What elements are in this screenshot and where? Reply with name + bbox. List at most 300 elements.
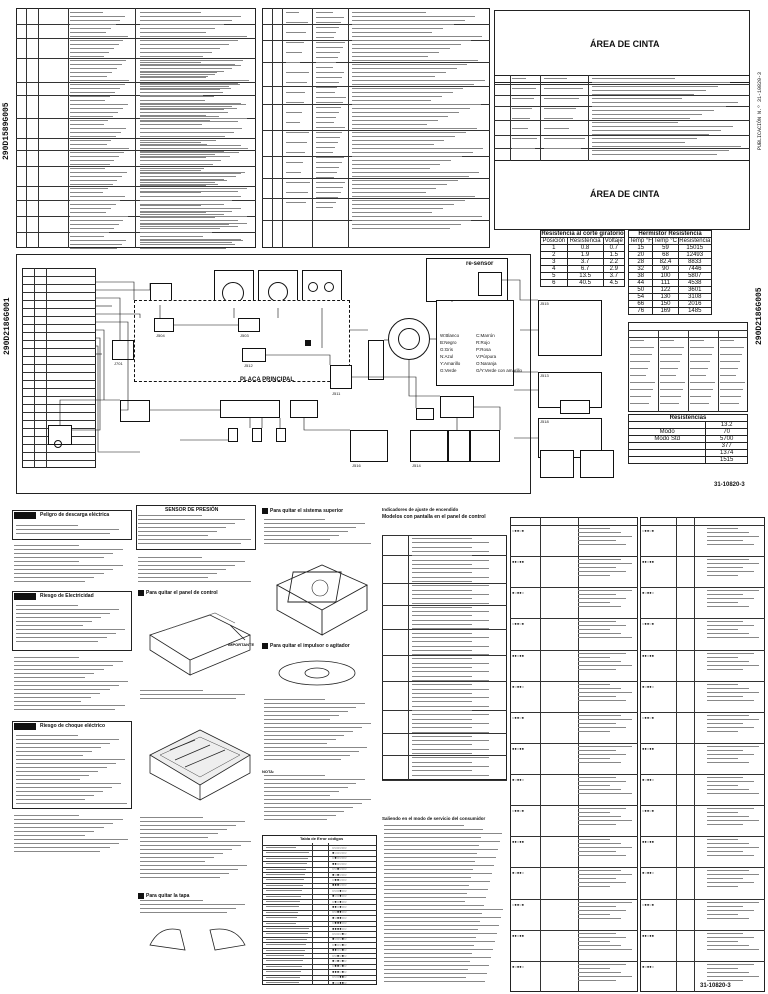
led-text: [707, 657, 739, 658]
text-line: [14, 689, 110, 690]
table-row: [629, 259, 712, 266]
text-line: [660, 354, 682, 355]
table-cell: 1515: [706, 457, 748, 464]
led-row: [640, 743, 765, 744]
text-line: [264, 527, 356, 528]
led-text: [707, 972, 749, 973]
diagnostic-row: [382, 655, 507, 656]
led-dots: ○●●○●: [512, 714, 525, 720]
led-row: [510, 525, 638, 526]
led-text: [707, 851, 744, 852]
table-cell: 3.7: [603, 273, 624, 280]
rotary-table-title: Resistencia al corte giratorio: [541, 231, 624, 237]
text-line: [264, 819, 327, 820]
diagnostic-row: [382, 755, 507, 756]
led-text: [707, 606, 749, 607]
diagnostic-text: [412, 706, 489, 707]
diagnostic-text: [412, 577, 489, 578]
error-row-text: [266, 869, 306, 870]
led-text: [578, 544, 626, 545]
led-text: [578, 816, 621, 817]
exit-mode-text: [384, 877, 471, 878]
led-text: [707, 906, 744, 907]
table-cell: 20: [629, 252, 653, 259]
table-cell: 76: [629, 308, 653, 315]
text-line: [630, 340, 644, 341]
text-line: [16, 735, 78, 736]
warning-title-2: Riesgo de Electricidad: [40, 593, 94, 599]
led-text: [707, 793, 760, 794]
text-line: [140, 853, 223, 854]
table-cell: 8833: [678, 259, 711, 266]
text-line: [140, 833, 218, 834]
error-row-text: [266, 960, 303, 961]
led-text: [578, 602, 610, 603]
led-text: [707, 696, 744, 697]
error-row: [262, 894, 377, 895]
part-number-2: 290D2186G001: [3, 297, 12, 355]
text-line: [264, 543, 371, 544]
led-dots: ●●○●●: [512, 745, 525, 751]
table-cell: 5700: [706, 436, 748, 443]
table-cell: 3601: [678, 287, 711, 294]
exit-mode-text: [384, 949, 493, 950]
table-cell: 130: [653, 294, 678, 301]
text-line: [690, 389, 713, 390]
diagnostic-text: [412, 560, 489, 561]
error-row-text: [266, 944, 306, 945]
text-line: [720, 368, 738, 369]
text-line: [264, 715, 339, 716]
led-text: [578, 933, 616, 934]
text-line: [14, 581, 85, 582]
error-row: [262, 980, 377, 981]
table-cell: 59: [653, 245, 678, 252]
table-cell: 4538: [678, 280, 711, 287]
exit-mode-text: [384, 965, 489, 966]
table-cell: 13.2: [706, 422, 748, 429]
led-text: [578, 937, 626, 938]
led-text: [707, 882, 754, 883]
text-line: [16, 633, 116, 634]
text-line: [720, 375, 736, 376]
led-row: [640, 618, 765, 619]
error-row: [262, 953, 377, 954]
led-dots: ●●○●●: [642, 652, 655, 658]
error-row-dots: ●○○●○○: [332, 893, 347, 899]
text-line: [720, 382, 745, 383]
text-line: [660, 375, 676, 376]
exit-mode-text: [384, 873, 492, 874]
led-text: [578, 746, 632, 747]
led-text: [578, 590, 632, 591]
led-dots: ●●○●●: [642, 559, 655, 565]
error-row-dots: ●●●○○○: [332, 882, 347, 888]
error-row: [262, 964, 377, 965]
error-row-dots: ○○○○○○: [332, 844, 347, 850]
connector-j701: J701: [114, 361, 123, 366]
text-line: [660, 361, 680, 362]
table-cell: 0.8: [567, 245, 603, 252]
led-text: [707, 933, 744, 934]
note-label: NOTA:: [262, 769, 275, 774]
led-text: [707, 820, 760, 821]
text-line: [16, 771, 98, 772]
step-icon-3: [262, 508, 268, 514]
led-text: [707, 661, 749, 662]
text-line: [14, 577, 94, 578]
table-row: [629, 308, 712, 315]
led-text: [578, 820, 632, 821]
wire: [96, 322, 128, 410]
led-text: [707, 621, 744, 622]
exit-mode-text: [384, 865, 494, 866]
exit-mode-text: [384, 845, 479, 846]
diagnostic-text: [412, 770, 472, 771]
exit-mode-text: [384, 897, 486, 898]
table-row: [629, 429, 748, 436]
text-line: [630, 354, 652, 355]
text-line: [14, 823, 113, 824]
text-line: [14, 831, 94, 832]
led-row: [510, 712, 638, 713]
led-text: [578, 976, 632, 977]
led-dots: ●○●●○: [642, 683, 655, 689]
exit-mode-text: [384, 869, 473, 870]
text-line: [140, 865, 247, 866]
table-cell: 377: [706, 443, 748, 450]
led-text: [578, 949, 632, 950]
error-row-dots: ○○●○○○: [332, 866, 347, 872]
wire: [72, 338, 100, 430]
led-text: [578, 598, 626, 599]
led-text: [578, 941, 610, 942]
main-board-label: PLACA PRINCIPAL: [240, 377, 294, 383]
exit-mode-text: [384, 901, 465, 902]
error-row: [262, 969, 377, 970]
table-cell: 0.7: [603, 245, 624, 252]
table-cell: [629, 443, 706, 450]
error-row-dots: ○●●○●○: [332, 963, 347, 969]
error-code-title: Tabla de Error códigos: [300, 836, 344, 841]
diagnostic-text: [412, 719, 472, 720]
text-line: [14, 673, 94, 674]
led-dots: ●●○●●: [642, 745, 655, 751]
text-line: [264, 531, 348, 532]
led-text: [578, 575, 610, 576]
text-line: [140, 829, 227, 830]
error-row-dots: ○●●○○○: [332, 876, 347, 882]
text-line: [16, 803, 127, 804]
board-illustration: [140, 705, 256, 815]
wire: [474, 407, 500, 430]
led-text: [578, 563, 632, 564]
led-text: [707, 949, 760, 950]
text-line: [16, 621, 92, 622]
text-line: [14, 565, 123, 566]
text-line: [720, 340, 734, 341]
exit-mode-text: [384, 881, 490, 882]
table-cell: 7446: [678, 266, 711, 273]
col-voltage: Voltaje: [604, 238, 623, 244]
legend-item: G/Y:Verde con amarillo: [476, 368, 523, 373]
led-text: [578, 808, 626, 809]
led-text: [578, 762, 621, 763]
led-text: [707, 700, 754, 701]
text-line: [138, 561, 245, 562]
exit-mode-text: [384, 829, 483, 830]
exit-mode-text: [384, 981, 485, 982]
led-row: [640, 556, 765, 557]
diagnostic-row: [382, 733, 507, 734]
text-line: [264, 539, 330, 540]
exit-mode-text: [384, 929, 478, 930]
led-text: [578, 653, 626, 654]
led-text: [707, 692, 760, 693]
led-row: [510, 618, 638, 619]
table-cell: 15: [629, 245, 653, 252]
text-line: [264, 779, 365, 780]
text-line: [16, 625, 83, 626]
text-line: [14, 835, 85, 836]
diagnostic-row: [382, 535, 507, 536]
led-text: [707, 945, 749, 946]
text-line: [138, 577, 208, 578]
table-row: [541, 280, 625, 287]
text-line: [14, 827, 104, 828]
error-row-dots: ●○●○○○: [332, 871, 347, 877]
table-row: [629, 252, 712, 259]
led-text: [578, 758, 610, 759]
led-text: [707, 878, 744, 879]
led-text: [578, 793, 632, 794]
diagnostic-text: [412, 611, 489, 612]
exit-mode-text: [384, 957, 491, 958]
led-text: [707, 688, 749, 689]
legend-item: V:Púrpura: [476, 354, 497, 359]
error-row-text: [266, 928, 309, 929]
led-row: [510, 681, 638, 682]
table-cell: 66: [629, 301, 653, 308]
led-text: [578, 886, 610, 887]
error-row: [262, 872, 377, 873]
step-top-system: Para quitar el sistema superior: [270, 508, 344, 514]
error-row-dots: ○●○○○○: [332, 855, 347, 861]
led-row: [510, 743, 638, 744]
legend-item: G:Verde: [440, 368, 457, 373]
diagnostic-text: [412, 740, 489, 741]
text-line: [264, 751, 359, 752]
exit-mode-text: [384, 941, 495, 942]
exit-mode-text: [384, 837, 481, 838]
error-row-dots: ●●○○●○: [332, 947, 347, 953]
error-row-text: [266, 885, 303, 886]
led-text: [578, 692, 632, 693]
error-row: [262, 877, 377, 878]
error-row-dots: ●○○○○○: [332, 849, 347, 855]
text-line: [630, 403, 649, 404]
led-text: [578, 855, 626, 856]
error-row: [262, 883, 377, 884]
text-line: [630, 361, 650, 362]
table-cell: 150: [653, 301, 678, 308]
wire: [96, 283, 150, 290]
text-line: [16, 763, 116, 764]
error-row-text: [266, 901, 300, 902]
error-row-dots: ●○●●○○: [332, 914, 347, 920]
legend-item: P:Rosa: [476, 347, 491, 352]
exit-mode-text: [384, 945, 474, 946]
led-text: [707, 532, 749, 533]
table-cell: 5: [541, 273, 568, 280]
table-row: [629, 457, 748, 464]
led-text: [707, 669, 744, 670]
legend-item: C:Marrón: [476, 333, 495, 338]
led-text: [707, 684, 739, 685]
led-text: [707, 964, 754, 965]
text-line: [14, 561, 79, 562]
text-line: [16, 641, 98, 642]
text-line: [14, 661, 123, 662]
diagnostic-text: [412, 603, 489, 604]
led-text: [707, 941, 739, 942]
legend-item: O:Naranja: [476, 361, 497, 366]
text-line: [16, 533, 110, 534]
legend-item: W:Blanco: [440, 333, 460, 338]
table-cell: 15015: [678, 245, 711, 252]
diagnostic-text: [412, 667, 472, 668]
text-line: [140, 912, 227, 913]
led-text: [707, 812, 739, 813]
exit-mode-text: [384, 921, 480, 922]
text-line: [16, 767, 107, 768]
text-line: [14, 657, 79, 658]
connector-j511: J511: [332, 391, 341, 396]
led-text: [707, 528, 739, 529]
exit-mode-text: [384, 973, 487, 974]
text-line: [690, 382, 715, 383]
text-line: [16, 759, 125, 760]
exit-mode-text: [384, 913, 482, 914]
led-text: [578, 851, 616, 852]
table-row: [629, 273, 712, 280]
table-row: [541, 245, 625, 252]
diagnostic-text: [412, 676, 472, 677]
led-text: [707, 808, 754, 809]
led-text: [707, 629, 739, 630]
led-row: [510, 836, 638, 837]
wire: [304, 418, 350, 430]
text-line: [660, 368, 678, 369]
exit-mode-text: [384, 853, 477, 854]
rotary-resistance-table: [540, 230, 625, 287]
led-text: [707, 754, 754, 755]
text-line: [16, 605, 78, 606]
text-line: [264, 719, 330, 720]
text-line: [138, 557, 202, 558]
led-text: [578, 633, 621, 634]
led-text: [707, 653, 754, 654]
table-cell: 1.9: [567, 252, 603, 259]
diagnostic-text: [412, 671, 489, 672]
error-row: [262, 975, 377, 976]
diagnostic-text: [412, 641, 472, 642]
table-cell: 6.7: [567, 266, 603, 273]
table-cell: Modo Std: [629, 436, 706, 443]
table-cell: 4.5: [603, 280, 624, 287]
exit-mode-text: [384, 969, 468, 970]
step-icon-1: [138, 590, 144, 596]
led-dots: ●●○●●: [642, 932, 655, 938]
component-resistance-table: [628, 414, 748, 464]
led-text: [578, 972, 621, 973]
error-row-text: [266, 955, 304, 956]
diagnostic-text: [412, 684, 472, 685]
text-line: [720, 389, 743, 390]
text-line: [140, 694, 245, 695]
led-text: [578, 781, 626, 782]
legend-item: B:Negro: [440, 340, 457, 345]
led-dots: ○●●○●: [512, 901, 525, 907]
part-number-3: 290D2186G005: [755, 287, 764, 345]
text-line: [138, 565, 235, 566]
text-line: [690, 340, 704, 341]
led-text: [707, 727, 754, 728]
exit-service-mode-title: Saliendo en el modo de servicio del consumidor: [382, 816, 486, 821]
led-text: [578, 874, 632, 875]
error-row-text: [266, 933, 308, 934]
part-number-1: 290D1589G005: [2, 102, 11, 160]
text-line: [16, 529, 119, 530]
error-row-text: [266, 971, 301, 972]
led-text: [707, 910, 754, 911]
text-line: [690, 375, 706, 376]
warning-title-3: Riesgo de choque eléctrico: [40, 723, 106, 729]
text-line: [140, 690, 203, 691]
led-text: [578, 754, 626, 755]
error-row: [262, 904, 377, 905]
text-line: [264, 535, 339, 536]
text-line: [138, 573, 217, 574]
text-line: [16, 609, 119, 610]
tape-area-title-1: ÁREA DE CINTA: [590, 39, 660, 49]
error-row-text: [266, 966, 302, 967]
text-line: [264, 519, 325, 520]
led-text: [578, 637, 632, 638]
led-text: [578, 750, 616, 751]
led-text: [578, 839, 610, 840]
display-models-title: Modelos con pantalla en el panel de control: [382, 514, 486, 520]
table-cell: 1.5: [603, 252, 624, 259]
led-text: [707, 633, 749, 634]
text-line: [660, 389, 683, 390]
led-text: [578, 715, 621, 716]
table-cell: [629, 450, 706, 457]
error-row: [262, 867, 377, 868]
text-line: [264, 731, 353, 732]
table-cell: 38: [629, 273, 653, 280]
diagnostic-text: [412, 590, 472, 591]
instructions-sheet: [0, 505, 768, 994]
led-text: [578, 684, 610, 685]
led-dots: ○●●○●: [642, 901, 655, 907]
led-row: [640, 930, 765, 931]
component-resistance-title: Resistencias: [629, 415, 748, 422]
text-line: [690, 354, 712, 355]
led-text: [707, 937, 754, 938]
table-cell: 28: [629, 259, 653, 266]
led-text: [707, 665, 760, 666]
